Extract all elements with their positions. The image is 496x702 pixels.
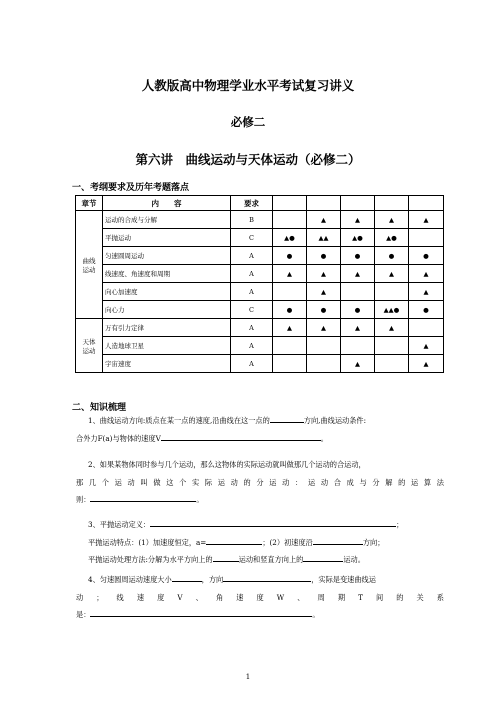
- row-content: 人造地球卫星: [103, 337, 231, 355]
- document-title: 人教版高中物理学业水平考试复习讲义: [141, 78, 355, 93]
- paragraph-2: 2、如果某物体同时参与几个运动，那么这物体的实际运动就叫做那几个运动的合运动， 那几个运动叫做这个实际运动的分运动：运动合成与分解的运算法 则： 。: [76, 460, 444, 504]
- blank[interactable]: [303, 553, 343, 562]
- row-content: 向心加速度: [103, 283, 231, 301]
- table-row: 平抛运动 C ▲● ▲▲ ▲● ▲●: [76, 229, 444, 247]
- header-content: 内 容: [103, 196, 231, 211]
- row-req: C: [231, 301, 273, 319]
- row-content: 向心力: [103, 301, 231, 319]
- syllabus-table: [75, 195, 444, 373]
- blank[interactable]: [270, 414, 304, 423]
- row-req: A: [231, 265, 273, 283]
- row-req: B: [231, 211, 273, 229]
- table-row: 宇宙速度 A ▲ ▲: [76, 355, 444, 373]
- table-row: 人造地球卫星 A ▲: [76, 337, 444, 355]
- document-subtitle: 必修二: [230, 115, 266, 129]
- group-celestial-motion: 天体 运动: [76, 319, 103, 373]
- paragraph-4: 4、匀速圆周运动速度大小 ，方向 ，实际是变速曲线运 动；线速度V、角速度W、周期T间的关系 是： 。: [76, 575, 444, 619]
- row-req: A: [231, 247, 273, 265]
- paragraph-3: 3、平抛运动定义： ； 平抛运动特点：(1）加速度恒定，a= ；(2）初速度沿 方向； 平抛运动处理方法:分解为水平方向上的 运动和竖直方向上的 运动。: [88, 520, 404, 564]
- section-heading-2: 二、知识梳理: [72, 403, 127, 413]
- paragraph-1: 1、曲线运动方向:质点在某一点的速度,沿曲线在这一点的 方向,曲线运动条件: 合外力F(a)与物体的速度V 。: [76, 416, 367, 443]
- header-chapter: 章节: [76, 196, 103, 211]
- row-content: 宇宙速度: [103, 355, 231, 373]
- lecture-heading: 第六讲 曲线运动与天体运动（必修二）: [135, 152, 361, 167]
- row-content: 线速度、角速度和周期: [103, 265, 231, 283]
- blank[interactable]: [313, 536, 363, 545]
- blank[interactable]: [161, 432, 321, 441]
- table-row: 曲线 运动 运动的合成与分解 B ▲ ▲ ▲ ▲: [76, 211, 444, 229]
- table-row: 向心力 C ● ● ● ▲▲● ●: [76, 301, 444, 319]
- table-row: 线速度、角速度和周期 A ▲ ▲ ▲ ▲ ▲: [76, 265, 444, 283]
- blank[interactable]: [172, 573, 202, 582]
- row-content: 万有引力定律: [103, 319, 231, 337]
- blank[interactable]: [90, 493, 196, 502]
- row-content: 平抛运动: [103, 229, 231, 247]
- table-row: 匀速圆周运动 A ● ● ● ● ●: [76, 247, 444, 265]
- header-requirement: 要求: [231, 196, 273, 211]
- page-number: 1: [245, 673, 251, 681]
- blank[interactable]: [213, 553, 239, 562]
- table-row: 向心加速度 A ▲ ▲: [76, 283, 444, 301]
- row-req: C: [231, 229, 273, 247]
- row-req: A: [231, 355, 273, 373]
- blank[interactable]: [150, 518, 396, 527]
- section-heading-1: 一、考纲要求及历年考题落点: [72, 183, 190, 193]
- group-curve-motion: 曲线 运动: [76, 211, 103, 319]
- blank[interactable]: [223, 573, 311, 582]
- row-content: 运动的合成与分解: [103, 211, 231, 229]
- row-req: A: [231, 283, 273, 301]
- row-req: A: [231, 337, 273, 355]
- blank[interactable]: [90, 608, 312, 617]
- table-header-row: [76, 196, 444, 211]
- row-content: 匀速圆周运动: [103, 247, 231, 265]
- row-req: A: [231, 319, 273, 337]
- table-row: 天体 运动 万有引力定律 A ▲ ▲ ▲ ▲: [76, 319, 444, 337]
- blank[interactable]: [206, 536, 262, 545]
